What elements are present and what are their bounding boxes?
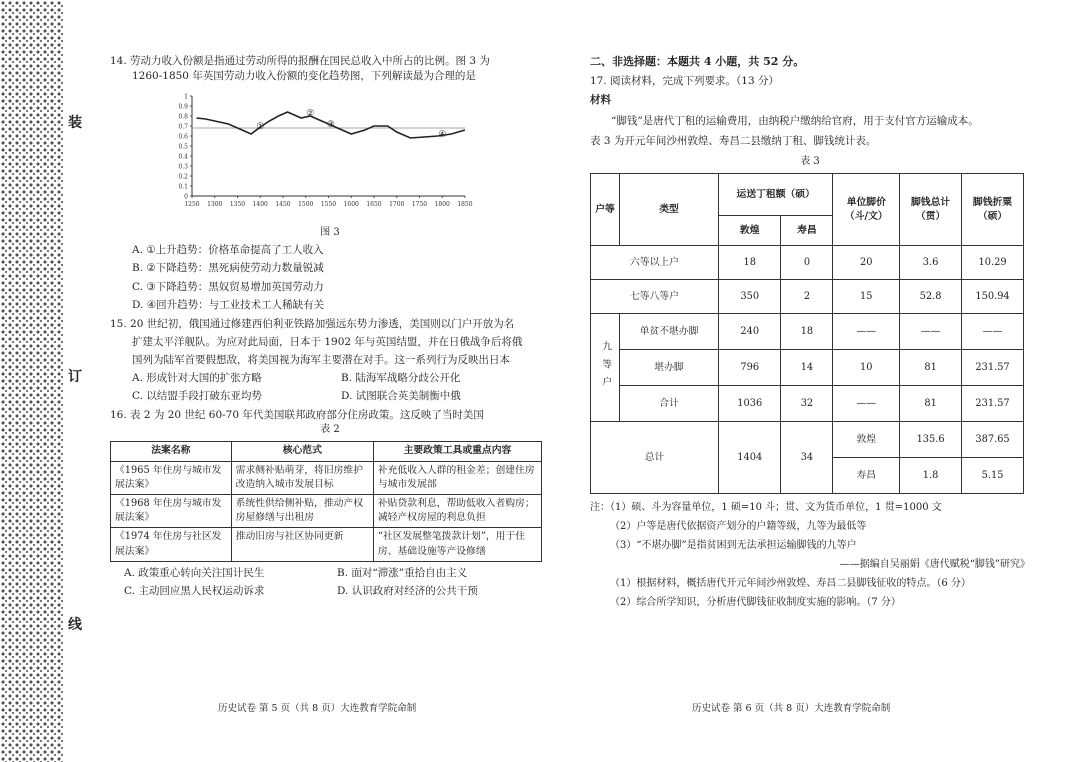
task-2: （2）综合所学知识，分析唐代脚钱征收制度实施的影响。（7 分） — [610, 597, 901, 609]
y-tick-label: 0.2 — [178, 173, 188, 181]
table-cell: 敦煌 — [833, 422, 900, 458]
th-total-line1: 脚钱总计 — [911, 196, 951, 208]
table-cell: 15 — [833, 280, 900, 314]
table-cell: 81 — [900, 350, 962, 386]
table-cell: 18 — [781, 314, 833, 350]
table-cell: 合计 — [620, 386, 719, 422]
table-cell: 81 — [900, 386, 962, 422]
table-cell: 32 — [781, 386, 833, 422]
table-cell: 总计 — [591, 422, 719, 494]
x-tick-label: 1250 — [184, 201, 200, 209]
th-hu: 户等 — [591, 174, 620, 246]
binding-mark-xian: 线 — [68, 617, 82, 633]
table-cell: 《1968 年住房与城市发展法案》 — [111, 494, 232, 527]
task-1: （1）根据材料，概括唐代开元年间沙州敦煌、寿昌二县脚钱征收的特点。（6 分） — [610, 578, 971, 590]
q16-stem: 16. 表 2 为 20 世纪 60-70 年代美国联邦政府部分住房政策。这反映了当时美国 — [110, 408, 484, 421]
q17-stem: 17. 阅读材料，完成下列要求。（13 分） — [590, 74, 779, 87]
series-marker-label: ③ — [326, 120, 335, 131]
y-tick-label: 1 — [184, 93, 188, 101]
table-row — [591, 350, 1024, 386]
x-tick-label: 1600 — [343, 201, 359, 209]
table-2-header: 主要政策工具或重点内容 — [373, 442, 541, 461]
table-row — [591, 246, 1024, 280]
y-tick-label: 0 — [184, 193, 188, 201]
q16-option-b[interactable]: B. 面对“滞涨”重拾自由主义 — [337, 566, 468, 579]
x-tick-label: 1550 — [320, 201, 337, 209]
table-cell: 20 — [833, 246, 900, 280]
table-cell: 1.8 — [900, 458, 962, 494]
th-total-line2: （贯） — [915, 210, 946, 222]
table-3 — [590, 173, 1024, 494]
q15-stem-line2: 扩建太平洋舰队。为应对此局面，日本于 1902 年与英国结盟，并在日俄战争后将俄 — [132, 336, 523, 349]
table-cell: 231.57 — [962, 386, 1024, 422]
table-cell: 3.6 — [900, 246, 962, 280]
table-cell: 52.8 — [900, 280, 962, 314]
table-cell: 需求侧补贴萌芽，将旧房维护改造纳入城市发展目标 — [231, 461, 373, 494]
table-cell: 10 — [833, 350, 900, 386]
q14-stem-line2: 1260-1850 年英国劳动力收入份额的变化趋势图，下列解读最为合理的是 — [132, 70, 476, 83]
series-marker-label: ① — [256, 122, 265, 133]
q15-stem-line1: 15. 20 世纪初，俄国通过修建西伯利亚铁路加强远东势力渗透，美国则以门户开放为名 — [110, 318, 515, 331]
table-cell: 《1965 年住房与城市发展法案》 — [111, 461, 232, 494]
th-shouchang: 寿昌 — [781, 216, 833, 246]
table-cell: 补贴贷款利息，帮助低收入者购房；减轻产权房屋的利息负担 — [373, 494, 541, 527]
x-tick-label: 1400 — [252, 201, 268, 209]
table-cell: 150.94 — [962, 280, 1024, 314]
table-cell: 2 — [781, 280, 833, 314]
figure-3-caption: 图 3 — [320, 227, 340, 239]
th-unit — [833, 174, 900, 246]
line-chart — [170, 88, 480, 216]
y-tick-label: 0.1 — [178, 183, 188, 191]
y-tick-label: 0.8 — [178, 113, 188, 121]
table-cell: —— — [962, 314, 1024, 350]
material-line2: 表 3 为开元年间沙州敦煌、寿昌二县缴纳丁租、脚钱统计表。 — [590, 134, 877, 147]
binding-mark-ding: 订 — [68, 369, 82, 385]
x-tick-label: 1450 — [275, 201, 291, 209]
y-tick-label: 0.7 — [178, 123, 188, 131]
right-page — [590, 54, 1030, 612]
table-cell: —— — [833, 386, 900, 422]
q15-option-c[interactable]: C. 以结盟手段打破东亚均势 — [132, 389, 262, 402]
table-cell: 387.65 — [962, 422, 1024, 458]
th-unit-line1: 单位脚价 — [846, 196, 886, 208]
table-cell: 14 — [781, 350, 833, 386]
table-row — [591, 280, 1024, 314]
table-cell: 堪办脚 — [620, 350, 719, 386]
table-cell: 1404 — [719, 422, 781, 494]
left-footer: 历史试卷 第 5 页（共 8 页）大连教育学院命制 — [218, 703, 417, 714]
table-2-caption: 表 2 — [320, 423, 340, 435]
q14-option-a[interactable]: A. ①上升趋势：价格革命提高了工人收入 — [132, 243, 324, 256]
table-cell: 系统性供给侧补贴，推动产权房屋修缮与出租房 — [231, 494, 373, 527]
section-title: 二、非选择题：本题共 4 小题，共 52 分。 — [590, 55, 805, 68]
table-cell: 18 — [719, 246, 781, 280]
table-cell: 350 — [719, 280, 781, 314]
x-tick-label: 1850 — [457, 201, 473, 209]
series-marker-label: ② — [306, 109, 315, 120]
q14-stem-line1: 14. 劳动力收入份额是指通过劳动所得的报酬在国民总收入中所占的比例。图 3 为 — [110, 55, 490, 67]
table-row — [591, 314, 1024, 350]
material-line1: “脚钱”是唐代丁租的运输费用，由纳税户缴纳给官府，用于支付官方运输成本。 — [611, 115, 979, 128]
right-footer: 历史试卷 第 6 页（共 8 页）大连教育学院命制 — [692, 703, 891, 714]
table-row — [111, 461, 542, 494]
x-tick-label: 1500 — [298, 201, 314, 209]
y-tick-label: 0.4 — [178, 153, 188, 161]
y-tick-label: 0.5 — [178, 143, 188, 151]
y-tick-label: 0.9 — [178, 103, 188, 111]
table-cell: 七等八等户 — [591, 280, 719, 314]
x-tick-label: 1800 — [434, 201, 450, 209]
table-row — [111, 528, 542, 561]
q15-option-b[interactable]: B. 陆海军战略分歧公开化 — [341, 371, 461, 384]
th-zhe-line1: 脚钱折粟 — [972, 196, 1013, 208]
table-cell: 135.6 — [900, 422, 962, 458]
note-1: 注：（1）硕、斗为容量单位，1 硕=10 斗；贯、文为货币单位，1 贯=1000 文 — [590, 502, 942, 514]
table-cell-jiu: 九等户 — [591, 314, 620, 422]
x-tick-label: 1700 — [389, 201, 405, 209]
table-3-caption: 表 3 — [800, 155, 820, 167]
table-cell: “社区发展整笔拨款计划”，用于住房、基础设施等产设修缮 — [373, 528, 541, 561]
source-citation: ——据编自吴丽娟《唐代赋税“脚钱”研究》 — [839, 559, 1030, 571]
table-cell: 0 — [781, 246, 833, 280]
q15-option-a[interactable]: A. 形成针对大国的扩张方略 — [132, 371, 262, 384]
x-tick-label: 1750 — [411, 201, 428, 209]
th-type: 类型 — [620, 174, 719, 246]
q15-option-d[interactable]: D. 试图联合英美制衡中俄 — [341, 389, 461, 402]
table-cell: 推动旧房与社区协同更新 — [231, 528, 373, 561]
x-tick-label: 1350 — [229, 201, 246, 209]
x-tick-label: 1650 — [366, 201, 382, 209]
note-2: （2）户等是唐代依据资产划分的户籍等级，九等为最低等 — [610, 521, 867, 533]
table-cell: 231.57 — [962, 350, 1024, 386]
figure-3-chart — [170, 88, 480, 228]
x-tick-label: 1300 — [207, 201, 223, 209]
q14-option-c[interactable]: C. ③下降趋势：黑奴贸易增加英国劳动力 — [132, 280, 324, 293]
q14-option-d[interactable]: D. ④回升趋势：与工业技术工人稀缺有关 — [132, 299, 325, 312]
q15-stem-line3: 国列为陆军首要假想敌，将美国视为海军主要潜在对手。这一系列行为反映出日本 — [132, 354, 510, 367]
table-cell: —— — [900, 314, 962, 350]
note-3: （3）“不堪办脚”是指贫困到无法承担运输脚钱的九等户 — [610, 540, 857, 552]
table-cell: 240 — [719, 314, 781, 350]
binding-pattern — [0, 0, 64, 762]
table-row — [591, 386, 1024, 422]
y-tick-label: 0.3 — [178, 163, 188, 171]
th-dingzu: 运送丁租额（硕） — [719, 174, 833, 216]
th-total — [900, 174, 962, 246]
table-cell: 34 — [781, 422, 833, 494]
table-cell: 六等以上户 — [591, 246, 719, 280]
table-2-header: 核心范式 — [231, 442, 373, 461]
table-cell: 《1974 年住房与社区发展法案》 — [111, 528, 232, 561]
table-cell: 796 — [719, 350, 781, 386]
table-cell: —— — [833, 314, 900, 350]
table-2-header: 法案名称 — [111, 442, 232, 461]
material-label: 材料 — [590, 94, 611, 107]
q16-option-c[interactable]: C. 主动回应黑人民权运动诉求 — [124, 584, 265, 597]
series-marker-label: ④ — [438, 130, 447, 141]
table-cell: 1036 — [719, 386, 781, 422]
table-row — [111, 494, 542, 527]
table-cell: 补充低收入人群的租金差；创建住房与城市发展部 — [373, 461, 541, 494]
y-tick-label: 0.6 — [178, 133, 188, 141]
th-unit-line2: （斗/文） — [844, 210, 888, 222]
th-dunhuang: 敦煌 — [719, 216, 781, 246]
th-zhe-line2: （硕） — [977, 210, 1008, 222]
table-cell: 10.29 — [962, 246, 1024, 280]
table-2 — [110, 441, 542, 561]
q16-option-d[interactable]: D. 认识政府对经济的公共干预 — [337, 584, 478, 597]
th-zhe — [962, 174, 1024, 246]
table-row — [591, 422, 1024, 458]
binding-mark-zhuang: 装 — [68, 115, 82, 131]
table-cell: 5.15 — [962, 458, 1024, 494]
q16-option-a[interactable]: A. 政策重心转向关注国计民生 — [124, 566, 265, 579]
q14-option-b[interactable]: B. ②下降趋势：黑死病使劳动力数量锐减 — [132, 262, 324, 275]
left-page — [110, 54, 550, 600]
table-cell: 单贫不堪办脚 — [620, 314, 719, 350]
table-cell: 寿昌 — [833, 458, 900, 494]
